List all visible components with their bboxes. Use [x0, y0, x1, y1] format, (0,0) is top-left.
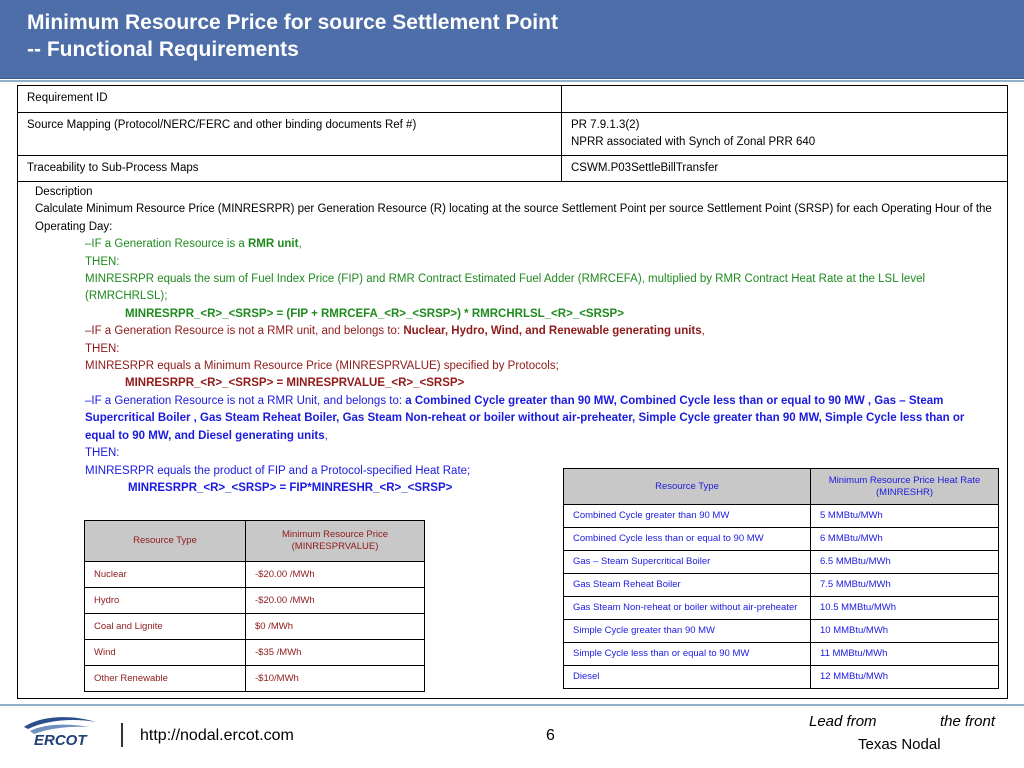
tagline-the-front: the front: [940, 713, 996, 730]
resource-type-cell: Combined Cycle greater than 90 MW: [564, 505, 811, 528]
case1-formula: MINRESRPR_<R>_<SRSP> = (FIP + RMRCEFA_<R>_<SRSP>) * RMRCHRLSL_<R>_<SRSP>: [125, 307, 624, 320]
case1-condition-prefix: –IF a Generation Resource is a: [85, 238, 248, 251]
resource-type-cell: Hydro: [85, 588, 246, 614]
case1-text: MINRESRPR equals the sum of Fuel Index Price (FIP) and RMR Contract Estimated Fuel Adder (RMRCEFA), multiplied by RMR Contract Heat Rate at the LSL level (RMRCHRLSL);: [85, 273, 926, 303]
price-cell: -$10/MWh: [246, 666, 425, 692]
case3-then: THEN:: [85, 447, 120, 460]
table-row: [564, 505, 999, 528]
resource-type-cell: Simple Cycle less than or equal to 90 MW: [564, 643, 811, 666]
heat-rate-cell: 12 MMBtu/MWh: [811, 666, 999, 689]
page-title-line-1: Minimum Resource Price for source Settlement Point: [27, 11, 558, 34]
heat-rate-cell: 10 MMBtu/MWh: [811, 620, 999, 643]
heat-rate-cell: 5 MMBtu/MWh: [811, 505, 999, 528]
tagline-texas-nodal: Texas Nodal: [858, 736, 941, 753]
resource-type-cell: Combined Cycle less than or equal to 90 MW: [564, 528, 811, 551]
title-banner: [0, 0, 1024, 79]
resource-type-cell: Gas Steam Reheat Boiler: [564, 574, 811, 597]
column-header: Resource Type: [85, 521, 246, 562]
table-row: [564, 574, 999, 597]
footer-divider: [121, 723, 123, 747]
description-block: [35, 184, 995, 497]
case3-condition-bold: a Combined Cycle greater than 90 MW, Combined Cycle less than or equal to 90 MW , Gas – Steam Supercritical Boiler , Gas Steam Reheat Boiler, Gas Steam Non-reheat or boiler without air-preheater, Simple Cycle greater than 90 MW, Simple Cycle less than or equal to 90 MW, and Diesel generating units: [85, 394, 965, 442]
price-cell: -$20.00 /MWh: [246, 562, 425, 588]
heat-rate-cell: 6.5 MMBtu/MWh: [811, 551, 999, 574]
table-header-row: [564, 469, 999, 505]
price-cell: $0 /MWh: [246, 614, 425, 640]
table-row: [85, 614, 425, 640]
resource-type-cell: Diesel: [564, 666, 811, 689]
table-row: [564, 551, 999, 574]
heat-rate-cell: 6 MMBtu/MWh: [811, 528, 999, 551]
resource-type-cell: Gas Steam Non-reheat or boiler without air-preheater: [564, 597, 811, 620]
case1-condition-suffix: ,: [298, 238, 302, 251]
resource-type-cell: Coal and Lignite: [85, 614, 246, 640]
price-cell: -$35 /MWh: [246, 640, 425, 666]
case3-condition-suffix: ,: [324, 429, 328, 442]
case2-then: THEN:: [85, 342, 120, 355]
case2-condition: [35, 323, 995, 340]
case1-condition: [35, 236, 995, 253]
table-row: [564, 666, 999, 689]
column-header: Resource Type: [564, 469, 811, 505]
row-value: [562, 113, 1008, 156]
table-row: [85, 666, 425, 692]
case2-condition-bold: Nuclear, Hydro, Wind, and Renewable generating units: [403, 325, 702, 338]
row-value-line: CSWM.P03SettleBillTransfer: [571, 162, 719, 174]
resource-type-cell: Gas – Steam Supercritical Boiler: [564, 551, 811, 574]
case1-condition-bold: RMR unit: [248, 238, 299, 251]
row-label: Requirement ID: [18, 86, 562, 113]
case2-condition-prefix: –IF a Generation Resource is not a RMR unit, and belongs to:: [85, 325, 404, 338]
page-number: 6: [546, 727, 555, 744]
description-intro: Calculate Minimum Resource Price (MINRESRPR) per Generation Resource (R) locating at the source Settlement Point per source Settlement Point (SRSP) for each Operating Hour of the Operating Day:: [35, 203, 992, 233]
heat-rate-cell: 10.5 MMBtu/MWh: [811, 597, 999, 620]
footer-url-link[interactable]: http://nodal.ercot.com: [140, 727, 294, 744]
resource-type-cell: Wind: [85, 640, 246, 666]
case2-text: MINRESRPR equals a Minimum Resource Price (MINRESPRVALUE) specified by Protocols;: [85, 360, 559, 373]
table-row: [85, 588, 425, 614]
column-header: Minimum Resource Price Heat Rate (MINRESHR): [811, 469, 999, 505]
table-row: [564, 620, 999, 643]
table-row: [564, 528, 999, 551]
case2-formula: MINRESRPR_<R>_<SRSP> = MINRESPRVALUE_<R>_<SRSP>: [125, 377, 465, 390]
top-rule: [0, 80, 1024, 82]
price-cell: -$20.00 /MWh: [246, 588, 425, 614]
heat-rate-cell: 7.5 MMBtu/MWh: [811, 574, 999, 597]
page-title: [27, 9, 558, 63]
table-row: [564, 597, 999, 620]
row-value: [562, 86, 1008, 113]
min-price-table: [84, 520, 425, 692]
resource-type-cell: Other Renewable: [85, 666, 246, 692]
table-row: [85, 640, 425, 666]
row-value: [562, 156, 1008, 182]
logo-text: ERCOT: [34, 732, 87, 748]
table-row: [85, 562, 425, 588]
row-value-line: NPRR associated with Synch of Zonal PRR 640: [571, 136, 816, 148]
page-title-line-2: -- Functional Requirements: [27, 38, 299, 61]
row-value-line: PR 7.9.1.3(2): [571, 119, 640, 131]
heat-rate-table: [563, 468, 999, 689]
column-header: Minimum Resource Price (MINRESPRVALUE): [246, 521, 425, 562]
table-row-traceability: [18, 156, 1008, 182]
ercot-logo: [20, 714, 100, 748]
heat-rate-cell: 11 MMBtu/MWh: [811, 643, 999, 666]
row-label: Source Mapping (Protocol/NERC/FERC and other binding documents Ref #): [18, 113, 562, 156]
tagline-lead-from: Lead from: [809, 713, 877, 730]
bottom-rule: [0, 704, 1024, 706]
description-heading: Description: [35, 186, 93, 198]
case3-formula: MINRESRPR_<R>_<SRSP> = FIP*MINRESHR_<R>_<SRSP>: [128, 481, 453, 494]
case2-condition-suffix: ,: [701, 325, 705, 338]
table-header-row: [85, 521, 425, 562]
resource-type-cell: Simple Cycle greater than 90 MW: [564, 620, 811, 643]
table-row: [564, 643, 999, 666]
case3-text: MINRESRPR equals the product of FIP and a Protocol-specified Heat Rate;: [85, 464, 471, 477]
table-row-source-mapping: [18, 113, 1008, 156]
resource-type-cell: Nuclear: [85, 562, 246, 588]
case1-then: THEN:: [85, 255, 120, 268]
table-row-requirement-id: [18, 86, 1008, 113]
row-label: Traceability to Sub-Process Maps: [18, 156, 562, 182]
case3-condition: [35, 393, 995, 445]
case3-condition-prefix: –IF a Generation Resource is not a RMR Unit, and belongs to:: [85, 394, 406, 407]
